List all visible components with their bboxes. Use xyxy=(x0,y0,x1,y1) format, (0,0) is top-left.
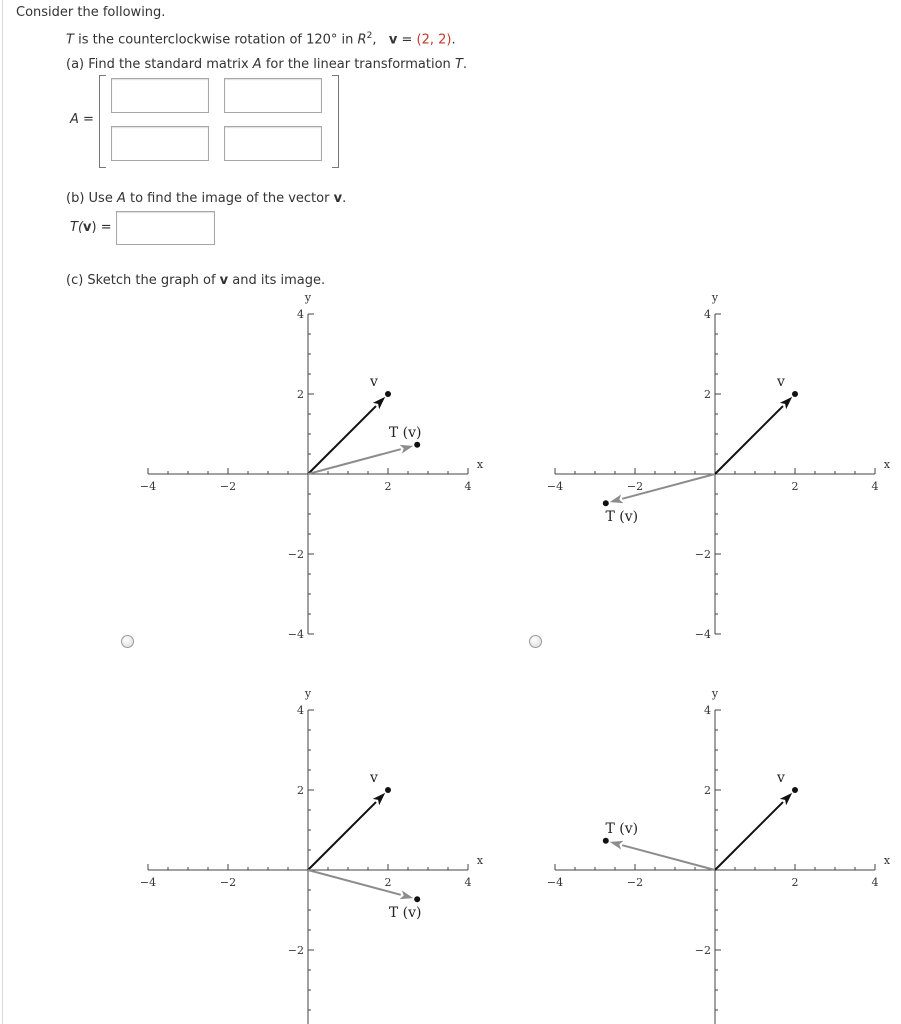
equals: = xyxy=(397,32,417,48)
x-axis-label: x xyxy=(476,854,484,867)
vector-tv-shaft xyxy=(308,449,401,474)
matrix-left-bracket xyxy=(99,75,106,168)
vector-v-label: v xyxy=(370,374,378,390)
part-c-text-2: and its image. xyxy=(228,273,326,288)
y-axis-label: y xyxy=(304,687,312,700)
graph-option-1 xyxy=(130,290,500,650)
vector-v-label: v xyxy=(370,770,378,786)
vector-v-point xyxy=(792,787,798,793)
tv-T: T( xyxy=(70,220,84,235)
tv-answer-input[interactable] xyxy=(116,211,215,245)
period: . xyxy=(462,57,468,72)
var-A: A xyxy=(116,191,126,206)
y-axis-label: y xyxy=(711,687,719,700)
vector-tv-point xyxy=(603,838,609,844)
vector-v-shaft xyxy=(715,406,783,474)
y-tick-label: 2 xyxy=(297,388,304,401)
y-axis-label: y xyxy=(711,291,719,304)
x-tick-label: 2 xyxy=(384,480,392,493)
period: . xyxy=(342,191,347,206)
matrix-input xyxy=(99,75,339,168)
matrix-label xyxy=(70,112,94,127)
y-tick-label: 2 xyxy=(704,388,711,401)
vector-tv-point xyxy=(414,896,420,902)
y-tick-label: −2 xyxy=(287,548,304,561)
matrix-label-text: A = xyxy=(70,112,94,127)
part-a-text: (a) Find the standard matrix xyxy=(66,57,253,72)
vector-v-shaft xyxy=(308,802,376,870)
part-b-prompt xyxy=(66,191,346,206)
y-tick-label: 4 xyxy=(297,704,304,717)
x-tick-label: 4 xyxy=(464,876,472,889)
x-tick-label: −2 xyxy=(626,876,644,889)
intro-text: Consider the following. xyxy=(16,5,166,20)
y-axis-label: y xyxy=(304,291,312,304)
x-tick-label: 4 xyxy=(871,876,879,889)
space-exponent: 2 xyxy=(366,31,373,41)
x-tick-label: −4 xyxy=(546,480,564,493)
x-tick-label: 2 xyxy=(791,876,799,889)
comma: , xyxy=(372,32,377,48)
y-tick-label: 4 xyxy=(704,308,711,321)
tv-equals: ) = xyxy=(91,220,112,235)
space-R: R xyxy=(357,32,367,48)
y-tick-label: 4 xyxy=(297,308,304,321)
part-b-text: (b) Use xyxy=(66,191,117,206)
x-tick-label: 4 xyxy=(464,480,472,493)
x-tick-label: −2 xyxy=(219,876,237,889)
x-tick-label: −2 xyxy=(626,480,644,493)
y-tick-label: 4 xyxy=(704,704,711,717)
vector-tv-point xyxy=(414,442,420,448)
x-tick-label: 4 xyxy=(871,480,879,493)
frame-border xyxy=(2,0,3,1024)
var-T: T xyxy=(66,32,74,48)
tv-label xyxy=(70,220,112,235)
vector-v-shaft xyxy=(715,802,783,870)
vector-v-value: (2, 2) xyxy=(416,32,452,48)
x-tick-label: −4 xyxy=(139,480,157,493)
period: . xyxy=(451,32,456,48)
vector-v-point xyxy=(385,787,391,793)
var-A: A xyxy=(252,57,262,72)
vector-v-point xyxy=(792,391,798,397)
y-tick-label: 2 xyxy=(297,784,304,797)
matrix-cell-11[interactable] xyxy=(111,78,209,113)
y-tick-label: −2 xyxy=(694,944,711,957)
vector-tv-label: T (v) xyxy=(388,905,422,922)
vector-tv-head xyxy=(400,445,414,454)
y-tick-label: −2 xyxy=(287,944,304,957)
vector-v-label: v xyxy=(333,191,343,206)
vector-tv-head xyxy=(610,494,624,503)
vector-v-label: v xyxy=(388,32,398,48)
graph-option-4 xyxy=(537,686,901,1024)
vector-v-label: v xyxy=(777,770,785,786)
part-a-text-2: for the linear transformation xyxy=(261,57,455,72)
vector-tv-label: T (v) xyxy=(605,509,639,526)
problem-statement xyxy=(66,31,456,47)
graph-option-3 xyxy=(130,686,500,1024)
part-c-prompt xyxy=(66,273,325,288)
matrix-cell-12[interactable] xyxy=(224,78,322,113)
matrix-cell-21[interactable] xyxy=(111,126,209,161)
vector-v-label: v xyxy=(219,273,229,288)
y-tick-label: −2 xyxy=(694,548,711,561)
vector-tv-label: T (v) xyxy=(388,424,422,441)
y-tick-label: −4 xyxy=(287,628,304,641)
vector-tv-head xyxy=(610,841,624,850)
x-tick-label: −2 xyxy=(219,480,237,493)
vector-v-shaft xyxy=(308,406,376,474)
part-a-prompt xyxy=(66,57,467,72)
x-axis-label: x xyxy=(476,458,484,471)
x-tick-label: −4 xyxy=(139,876,157,889)
vector-tv-head xyxy=(400,890,414,899)
vector-tv-shaft xyxy=(622,845,715,870)
var-T: T xyxy=(454,57,463,72)
x-axis-label: x xyxy=(883,458,891,471)
vector-tv-label: T (v) xyxy=(605,820,639,837)
part-b-text-2: to find the image of the vector xyxy=(125,191,334,206)
x-tick-label: −4 xyxy=(546,876,564,889)
x-tick-label: 2 xyxy=(791,480,799,493)
x-axis-label: x xyxy=(883,854,891,867)
vector-v-label: v xyxy=(777,374,785,390)
x-tick-label: 2 xyxy=(384,876,392,889)
matrix-cell-22[interactable] xyxy=(224,126,322,161)
graph-option-2 xyxy=(537,290,901,650)
vector-v-point xyxy=(385,391,391,397)
matrix-right-bracket xyxy=(332,75,339,168)
y-tick-label: 2 xyxy=(704,784,711,797)
problem-text: is the counterclockwise rotation of 120° in xyxy=(73,32,358,48)
y-tick-label: −4 xyxy=(694,628,711,641)
tv-v: v xyxy=(83,220,92,235)
vector-tv-point xyxy=(603,500,609,506)
part-c-text: (c) Sketch the graph of xyxy=(66,273,220,288)
